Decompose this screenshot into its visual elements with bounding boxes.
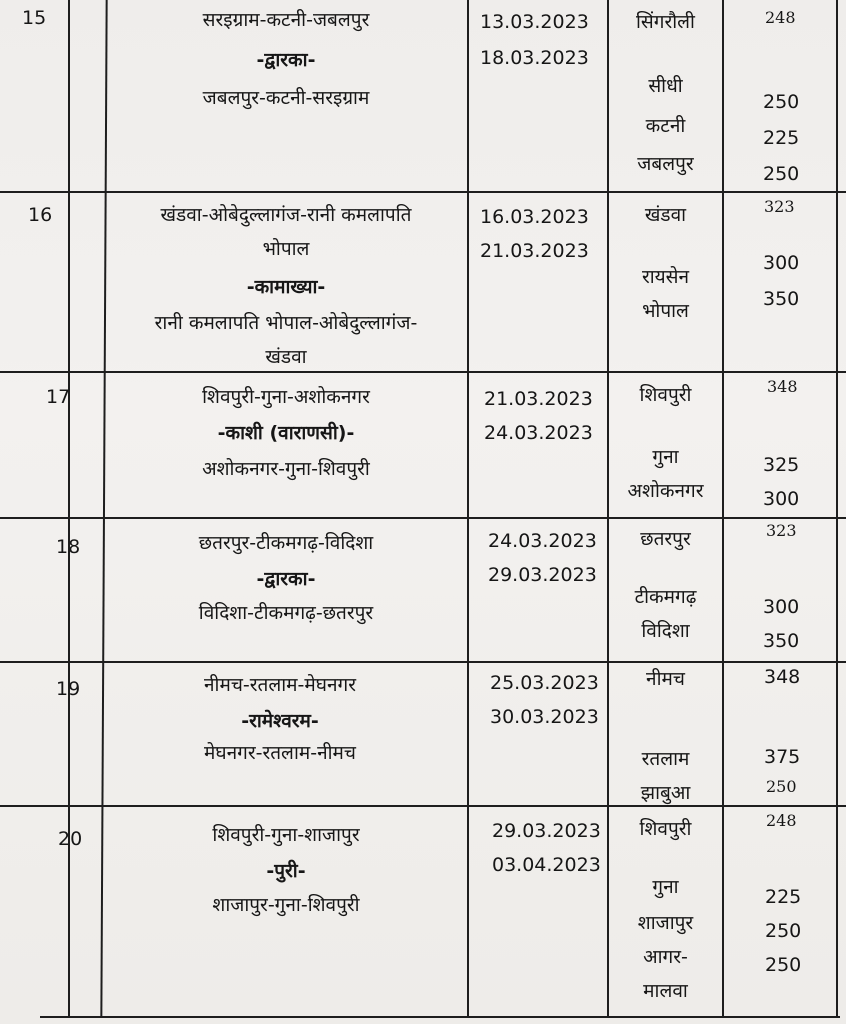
route-line: शाजापुर-गुना-शिवपुरी xyxy=(212,894,360,916)
table-row xyxy=(0,373,846,517)
district-name: सिंगरौली xyxy=(636,11,695,33)
start-date: 29.03.2023 xyxy=(492,820,601,842)
destination-line: -द्वारका- xyxy=(256,49,316,71)
district-name: नीमच xyxy=(646,668,685,690)
participant-count: 250 xyxy=(763,163,800,185)
destination-line: -रामेश्वरम- xyxy=(241,710,319,732)
serial-number: 18 xyxy=(56,536,81,558)
district-name: शिवपुरी xyxy=(639,818,692,840)
end-date: 18.03.2023 xyxy=(480,47,589,69)
participant-count: 348 xyxy=(767,377,798,396)
district-name: गुना xyxy=(652,446,679,468)
serial-number: 15 xyxy=(22,7,47,29)
route-line: जबलपुर-कटनी-सरइग्राम xyxy=(202,87,370,109)
district-name: रायसेन xyxy=(641,266,690,288)
serial-number: 20 xyxy=(58,828,83,850)
participant-count: 300 xyxy=(763,252,800,274)
table-row xyxy=(0,519,846,661)
district-name: झाबुआ xyxy=(640,782,691,804)
route-line: विदिशा-टीकमगढ़-छतरपुर xyxy=(198,602,374,624)
participant-count: 248 xyxy=(766,811,797,830)
destination-line: -पुरी- xyxy=(266,860,306,882)
participant-count: 375 xyxy=(764,746,801,768)
route-line: शिवपुरी-गुना-अशोकनगर xyxy=(202,386,370,408)
route-line: रानी कमलापति भोपाल-ओबेदुल्लागंज- xyxy=(154,312,418,334)
participant-count: 225 xyxy=(763,127,800,149)
route-line: शिवपुरी-गुना-शाजापुर xyxy=(212,824,360,846)
participant-count: 250 xyxy=(765,954,802,976)
participant-count: 325 xyxy=(763,454,800,476)
district-name: शाजापुर xyxy=(637,912,694,934)
route-line: खंडवा xyxy=(265,346,307,368)
table-row xyxy=(0,0,846,190)
district-name: सीधी xyxy=(648,75,683,97)
participant-count: 300 xyxy=(763,488,800,510)
district-name: टीकमगढ़ xyxy=(634,586,697,608)
participant-count: 250 xyxy=(763,91,800,113)
district-name: आगर- xyxy=(643,946,688,968)
end-date: 03.04.2023 xyxy=(492,854,601,876)
participant-count: 300 xyxy=(763,596,800,618)
route-line: भोपाल xyxy=(262,238,310,260)
end-date: 21.03.2023 xyxy=(480,240,589,262)
district-name: अशोकनगर xyxy=(627,480,704,502)
district-name: छतरपुर xyxy=(640,528,691,550)
serial-number: 17 xyxy=(46,386,71,408)
table-row xyxy=(0,193,846,371)
destination-line: -कामाख्या- xyxy=(246,276,326,298)
route-line: मेघनगर-रतलाम-नीमच xyxy=(204,742,356,764)
route-line: सरइग्राम-कटनी-जबलपुर xyxy=(202,9,370,31)
destination-line: -काशी (वाराणसी)- xyxy=(217,422,355,444)
participant-count: 250 xyxy=(765,920,802,942)
start-date: 16.03.2023 xyxy=(480,206,589,228)
destination-line: -द्वारका- xyxy=(256,568,316,590)
start-date: 24.03.2023 xyxy=(488,530,597,552)
end-date: 24.03.2023 xyxy=(484,422,593,444)
end-date: 29.03.2023 xyxy=(488,564,597,586)
participant-count: 248 xyxy=(765,8,796,27)
district-name: शिवपुरी xyxy=(639,384,692,406)
district-name: खंडवा xyxy=(644,204,687,226)
district-name: रतलाम xyxy=(641,748,690,770)
serial-number: 16 xyxy=(28,204,53,226)
participant-count: 350 xyxy=(763,630,800,652)
district-name: विदिशा xyxy=(641,620,690,642)
start-date: 25.03.2023 xyxy=(490,672,599,694)
route-line: नीमच-रतलाम-मेघनगर xyxy=(204,674,356,696)
route-line: अशोकनगर-गुना-शिवपुरी xyxy=(202,458,370,480)
district-name: गुना xyxy=(652,876,679,898)
participant-count: 250 xyxy=(766,777,797,796)
district-name: कटनी xyxy=(645,115,686,137)
start-date: 13.03.2023 xyxy=(480,11,589,33)
district-name: मालवा xyxy=(643,980,688,1002)
route-line: खंडवा-ओबेदुल्लागंज-रानी कमलापति xyxy=(160,204,412,226)
district-name: भोपाल xyxy=(642,300,689,322)
table-row xyxy=(0,663,846,805)
participant-count: 323 xyxy=(764,197,795,216)
start-date: 21.03.2023 xyxy=(484,388,593,410)
serial-number: 19 xyxy=(56,678,81,700)
participant-count: 350 xyxy=(763,288,800,310)
route-line: छतरपुर-टीकमगढ़-विदिशा xyxy=(198,532,374,554)
participant-count: 348 xyxy=(764,666,801,688)
table-row xyxy=(0,807,846,1017)
end-date: 30.03.2023 xyxy=(490,706,599,728)
participant-count: 225 xyxy=(765,886,802,908)
participant-count: 323 xyxy=(766,521,797,540)
district-name: जबलपुर xyxy=(637,153,694,175)
